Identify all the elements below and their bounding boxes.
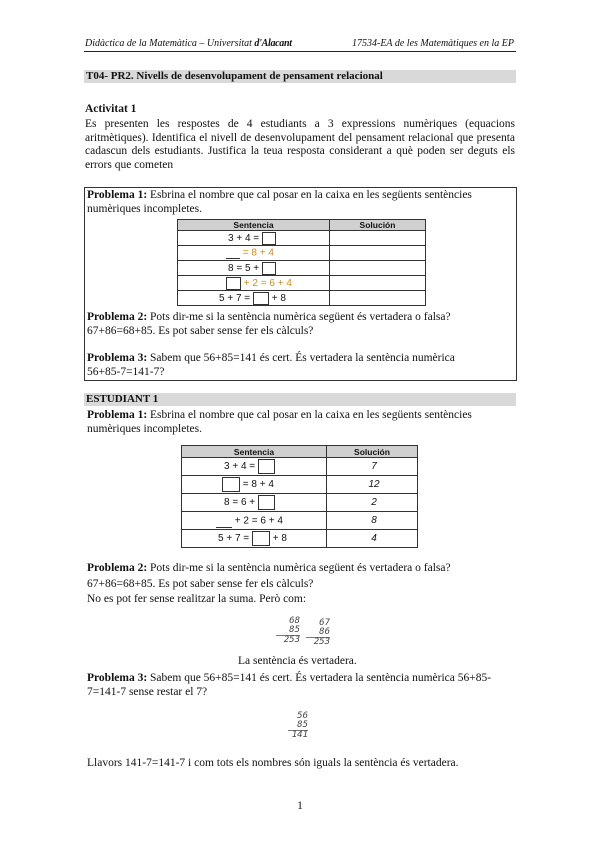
student-problem2: [87, 561, 515, 608]
header-left: [85, 38, 292, 49]
answer-box: [253, 292, 269, 305]
student-row-answer: 2: [327, 494, 418, 512]
answer-box: [216, 514, 232, 528]
task-p2-expr: 67+86=68+85. Es pot saber sense fer els càlculs?: [87, 324, 314, 337]
student-row: [182, 458, 418, 476]
student-p3-text: Sabem que 56+85=141 és cert. És vertadera la sentència numèrica 56+85-7=141-7 sense restar el 7?: [87, 672, 492, 698]
hw-addend: 68: [289, 616, 300, 626]
answer-box: [226, 277, 241, 290]
task-p2-text: Pots dir-me si la sentència numèrica següent és vertadera o falsa?: [147, 311, 451, 323]
task-row-expr: + 2 = 6 + 4: [243, 277, 292, 289]
hw-addend: 56: [297, 711, 308, 721]
student-row-answer: 12: [327, 476, 418, 494]
page-number: 1: [297, 800, 303, 812]
answer-box: [226, 247, 240, 259]
header-divider: [84, 51, 516, 52]
answer-box: [258, 495, 275, 510]
task-row-expr: 3 + 4 =: [228, 232, 260, 244]
task-row-expr-post: + 8: [271, 292, 286, 304]
student-row-expr: + 2 = 6 + 4: [234, 515, 283, 527]
task-row: [178, 291, 426, 306]
task-problem1: [87, 189, 511, 216]
student-p2-label: Problema 2:: [87, 562, 148, 574]
answer-box: [222, 477, 240, 492]
student-p2-text: Pots dir-me si la sentència numèrica següent és vertadera o falsa?: [147, 562, 451, 574]
student-row: [182, 530, 418, 548]
answer-box: [258, 459, 275, 474]
student-p3-conclusion: Llavors 141-7=141-7 i com tots els nombres són iguals la sentència és vertadera.: [87, 757, 459, 769]
activity-heading: Activitat 1: [85, 103, 137, 115]
task-problem2: [87, 311, 511, 338]
student-row-expr: 8 = 6 +: [224, 497, 256, 509]
student-row-expr: 5 + 7 =: [218, 533, 250, 545]
task-row-expr: 5 + 7 =: [219, 292, 251, 304]
hw-addend: 67: [319, 618, 330, 628]
task-p1-label: Problema 1:: [87, 189, 148, 201]
task-p1-text: Esbrina el nombre que cal posar en la caixa en les següents sentències numèriques incompletes.: [87, 189, 472, 215]
hw-total: 253: [276, 635, 300, 645]
hw-addend: 85: [297, 720, 308, 730]
answer-box: [252, 531, 270, 546]
task-p3-text: Sabem que 56+85=141 és cert. És vertadera la sentència numèrica: [147, 352, 455, 364]
student-heading: ESTUDIANT 1: [84, 393, 516, 406]
student-p1-text: Esbrina el nombre que cal posar en la caixa en les següents sentències numèriques incompletes.: [87, 409, 472, 435]
student-row: [182, 512, 418, 530]
student-row-expr-post: + 8: [272, 533, 287, 545]
task-col-solution: Solución: [330, 220, 426, 231]
handwritten-sum: [306, 619, 330, 647]
hw-addend: 85: [289, 625, 300, 635]
student-row-expr: = 8 + 4: [242, 479, 274, 491]
hw-total: 141: [288, 730, 308, 740]
task-row: [178, 261, 426, 276]
student-row: [182, 494, 418, 512]
student-p2-answer: No es pot fer sense realitzar la suma. Però com:: [87, 593, 307, 605]
student-col-sentence: Sentencia: [182, 446, 327, 458]
student-p2-expr: 67+86=68+85. Es pot saber sense fer els càlculs?: [87, 577, 314, 590]
student-p1-label: Problema 1:: [87, 409, 148, 421]
handwritten-sum: [288, 712, 308, 740]
student-row-expr: 3 + 4 =: [224, 461, 256, 473]
task-row-solution: [330, 246, 426, 261]
task-row-solution: [330, 276, 426, 291]
task-row-solution: [330, 261, 426, 276]
task-row: [178, 246, 426, 261]
student-sentence-table: [181, 445, 418, 548]
student-row-answer: 4: [327, 530, 418, 548]
student-p3-label: Problema 3:: [87, 672, 148, 684]
activity-text: Es presenten les respostes de 4 estudiants a 3 expressions numèriques (equacions aritmètiques). Identifica el nivell de desenvolupament del pensament relacional que presenta cadascun dels estudiants. Justifica la teua resposta considerant a què poden ser deguts els errors que cometen: [85, 118, 515, 171]
task-sentence-table: [177, 219, 426, 306]
student-p2-conclusion: La sentència és vertadera.: [238, 655, 357, 667]
student-row-answer: 7: [327, 458, 418, 476]
task-row-expr: = 8 + 4: [242, 247, 274, 259]
task-problem3: [87, 352, 511, 379]
task-row-expr: 8 = 5 +: [228, 262, 260, 274]
hw-total: 253: [306, 637, 330, 647]
header-right: 17534-EA de les Matemàtiques en la EP: [351, 38, 514, 49]
task-col-sentence: Sentencia: [178, 220, 330, 231]
task-row: [178, 231, 426, 246]
student-row: [182, 476, 418, 494]
handwritten-sum: [276, 617, 300, 645]
hw-addend: 86: [319, 627, 330, 637]
university-logo: d'Alacant: [254, 38, 292, 49]
student-problem1: [87, 409, 515, 436]
header-left-text: Didàctica de la Matemàtica – Universitat: [85, 38, 255, 49]
task-row-solution: [330, 291, 426, 306]
task-p3-label: Problema 3:: [87, 352, 148, 364]
answer-box: [262, 262, 276, 275]
page-title: T04- PR2. Nivells de desenvolupament de pensament relacional: [84, 70, 516, 83]
task-p2-label: Problema 2:: [87, 311, 148, 323]
student-row-answer: 8: [327, 512, 418, 530]
task-p3-expr: 56+85-7=141-7?: [87, 365, 165, 378]
task-row-solution: [330, 231, 426, 246]
task-row: [178, 276, 426, 291]
answer-box: [262, 232, 276, 245]
student-problem3: [87, 672, 513, 699]
student-col-solution: Solución: [327, 446, 418, 458]
